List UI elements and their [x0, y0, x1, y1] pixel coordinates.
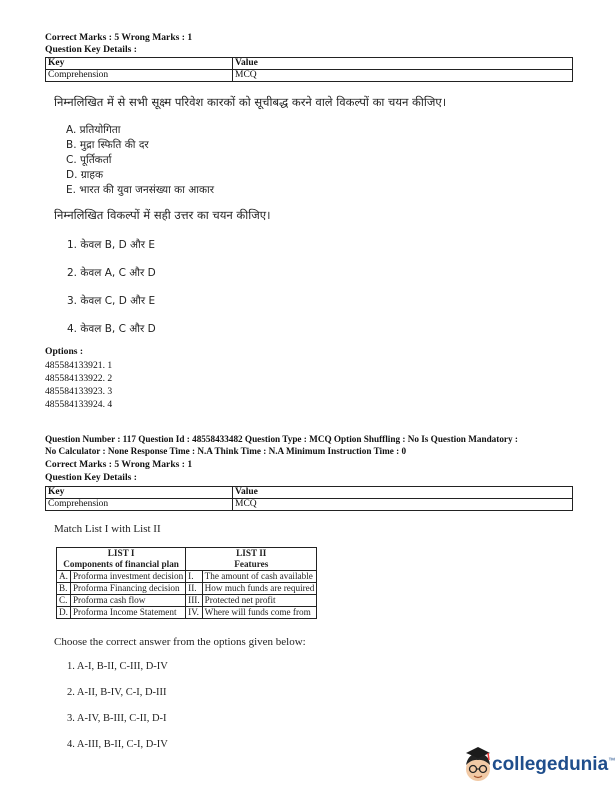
q1-item: C. पूर्तिकर्ता: [66, 154, 112, 166]
match-row: [57, 607, 317, 619]
key-header: Key: [46, 58, 233, 70]
q1-answer-option: 4. केवल B, C और D: [67, 323, 156, 335]
q2-answer-option: 3. A-IV, B-III, C-II, D-I: [67, 713, 167, 724]
list2-numeral: III.: [186, 595, 202, 607]
list1-subtitle: Components of financial plan: [63, 559, 179, 569]
list1-item: Proforma investment decision: [70, 571, 185, 583]
list2-item: Protected net profit: [202, 595, 317, 607]
q1-item: A. प्रतियोगिता: [66, 124, 121, 136]
q2-match-table: [56, 547, 317, 619]
key-cell: Comprehension: [46, 70, 233, 82]
q1-marks: Correct Marks : 5 Wrong Marks : 1: [45, 32, 193, 43]
q1-question-text: निम्नलिखित में से सभी सूक्ष्म परिवेश कारकों को सूचीबद्ध करने वाले विकल्पों का चयन कीजिए।: [54, 95, 447, 109]
list1-item: Proforma cash flow: [70, 595, 185, 607]
q1-options-label: Options :: [45, 346, 84, 357]
q2-key-details-label: Question Key Details :: [45, 472, 137, 483]
q2-marks: Correct Marks : 5 Wrong Marks : 1: [45, 459, 193, 470]
q1-key-details-label: Question Key Details :: [45, 44, 137, 55]
q2-answer-option: 4. A-III, B-II, C-I, D-IV: [67, 739, 168, 750]
value-cell: MCQ: [233, 70, 573, 82]
q1-option-id: 485584133922. 2: [45, 373, 113, 384]
q1-answer-option: 3. केवल C, D और E: [67, 295, 156, 307]
q1-option-id: 485584133923. 3: [45, 386, 113, 397]
q1-instruction: निम्नलिखित विकल्पों में सही उत्तर का चयन कीजिए।: [54, 208, 271, 222]
list1-letter: D.: [57, 607, 71, 619]
match-row: [57, 583, 317, 595]
key-header: Key: [46, 487, 233, 499]
q1-option-id: 485584133924. 4: [45, 399, 113, 410]
q1-answer-option: 2. केवल A, C और D: [67, 267, 156, 279]
logo-trademark: ™: [608, 757, 615, 765]
q1-option-id: 485584133921. 1: [45, 360, 113, 371]
key-cell: Comprehension: [46, 499, 233, 511]
q1-item: D. ग्राहक: [66, 169, 104, 181]
list2-numeral: IV.: [186, 607, 202, 619]
logo-wordmark: collegedunia: [492, 754, 609, 775]
list2-numeral: II.: [186, 583, 202, 595]
value-header: Value: [233, 58, 573, 70]
q1-key-table: [45, 57, 573, 82]
q1-answer-option: 1. केवल B, D और E: [67, 239, 156, 251]
list2-item: The amount of cash available: [202, 571, 317, 583]
list2-subtitle: Features: [234, 559, 269, 569]
list1-letter: C.: [57, 595, 71, 607]
list2-header: [186, 548, 317, 571]
q2-answer-option: 2. A-II, B-IV, C-I, D-III: [67, 687, 167, 698]
q2-header-line1: Question Number : 117 Question Id : 48558433482 Question Type : MCQ Option Shuffling : No Is Question Mandatory :: [45, 434, 518, 444]
list2-numeral: I.: [186, 571, 202, 583]
list1-item: Proforma Income Statement: [70, 607, 185, 619]
q1-item: B. मुद्रा स्फिति की दर: [66, 139, 149, 151]
list1-item: Proforma Financing decision: [70, 583, 185, 595]
list2-title: LIST II: [236, 548, 267, 558]
match-row: [57, 595, 317, 607]
q2-answer-option: 1. A-I, B-II, C-III, D-IV: [67, 661, 168, 672]
list1-letter: B.: [57, 583, 71, 595]
list2-item: Where will funds come from: [202, 607, 317, 619]
q1-item: E. भारत की युवा जनसंख्या का आकार: [66, 184, 215, 196]
list1-title: LIST I: [107, 548, 135, 558]
q2-header-line2: No Calculator : None Response Time : N.A Think Time : N.A Minimum Instruction Time : 0: [45, 446, 407, 456]
list1-header: [57, 548, 186, 571]
collegedunia-logo-text: [492, 754, 615, 776]
value-cell: MCQ: [233, 499, 573, 511]
q2-question-text: Match List I with List II: [54, 523, 161, 535]
list1-letter: A.: [57, 571, 71, 583]
q2-key-table: [45, 486, 573, 511]
q2-instruction: Choose the correct answer from the options given below:: [54, 636, 306, 648]
list2-item: How much funds are required: [202, 583, 317, 595]
match-row: [57, 571, 317, 583]
value-header: Value: [233, 487, 573, 499]
